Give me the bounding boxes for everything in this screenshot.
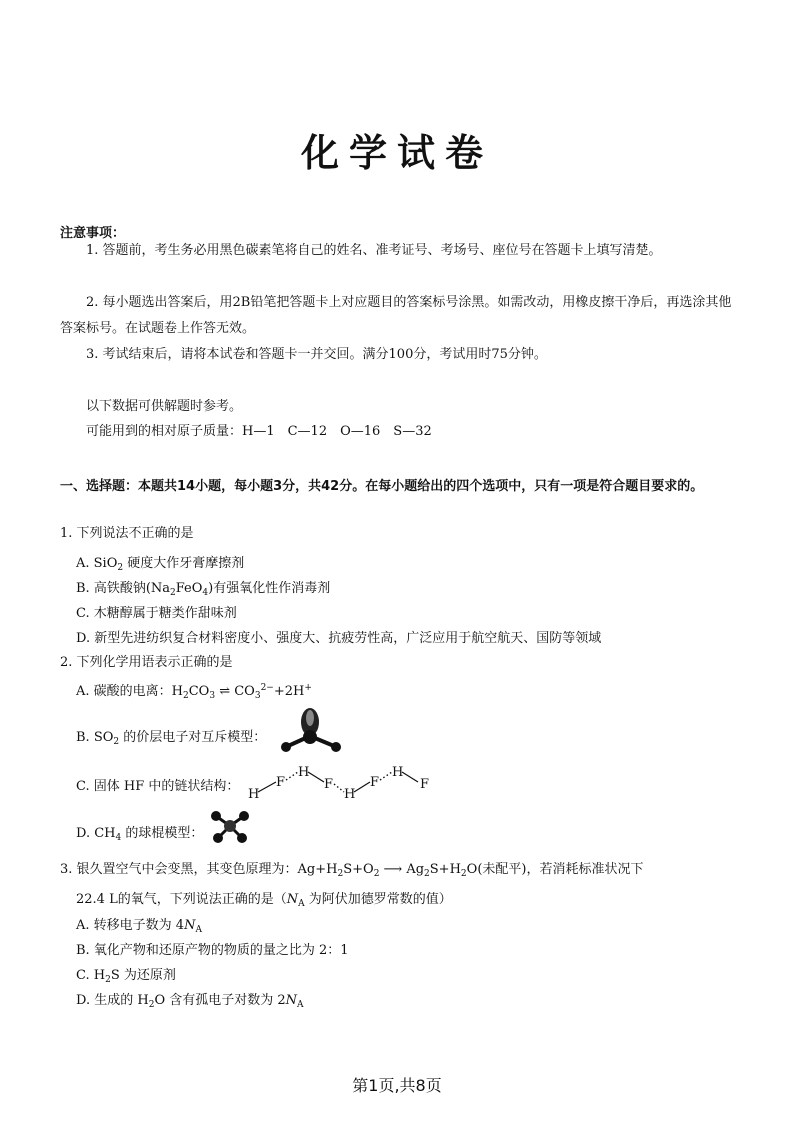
question-1-option-b: B. 高铁酸钠$(Na_2FeO_4)$有强氧化性作消毒剂 xyxy=(76,581,331,598)
section-heading: 一、选择题：本题共14小题，每小题3分，共42分。在每小题给出的四个选项中，只有一项是符合题目要求的。 xyxy=(60,479,704,494)
ch4-ball-stick-model-figure xyxy=(208,808,252,844)
notice-item-1: 1. 答题前，考生务必用黑色碳素笔将自己的姓名、准考证号、考场号、座位号在答题卡上填写清楚。 xyxy=(86,243,662,258)
notice-item-2: 2. 每小题选出答案后，用2B铅笔把答题卡上对应题目的答案标号涂黑。如需改动，用橡皮擦干净后，再选涂其他答案标号。在试题卷上作答无效。 xyxy=(60,295,732,336)
reference-line-2: 可能用到的相对原子质量：H—1 C—12 O—16 S—32 xyxy=(86,424,432,439)
question-3-option-d: D. 生成的 $H_2O$ 含有孤电子对数为 $2N_A$ xyxy=(76,993,304,1010)
reference-line-1: 以下数据可供解题时参考。 xyxy=(86,399,243,414)
hf-f-1: F xyxy=(276,775,286,790)
question-2-option-a: A. 碳酸的电离：$H_2CO_3$ ⇌ $CO_3^{2-}+2H^+$ xyxy=(76,683,312,701)
question-3-option-b: B. 氧化产物和还原产物的物质的量之比为 2：1 xyxy=(76,943,349,958)
question-2-option-d: D. $CH_4$ 的球棍模型： xyxy=(76,826,204,843)
hf-h-2: H xyxy=(298,765,310,780)
question-1-option-d: D. 新型先进纺织复合材料密度小、强度大、抗疲劳性高，广泛应用于航空航天、国防等领域 xyxy=(76,631,602,646)
question-1-option-a: A. SiO$_2$ 硬度大作牙膏摩擦剂 xyxy=(76,556,245,573)
question-1-option-c: C. 木糖醇属于糖类作甜味剂 xyxy=(76,606,237,621)
question-3-option-a: A. 转移电子数为 $4N_A$ xyxy=(76,918,202,935)
hf-f-2: F xyxy=(324,777,334,792)
hf-f-4: F xyxy=(420,777,430,792)
hf-h-4: H xyxy=(392,765,404,780)
notice-item-3: 3. 考试结束后，请将本试卷和答题卡一并交回。满分100分，考试用时75分钟。 xyxy=(86,347,547,362)
question-2-option-c: C. 固体 HF 中的链状结构： xyxy=(76,779,240,794)
question-3-option-c: C. $H_2S$ 为还原剂 xyxy=(76,968,176,985)
question-3-stem-line-1: 3. 银久置空气中会变黑，其变色原理为：$Ag+H_2S+O_2$ ⟶ $Ag_2S+H_2O$(未配平)，若消耗标准状况下 xyxy=(60,862,644,879)
page-title: 化学试卷 xyxy=(300,131,493,175)
question-2-stem: 2. 下列化学用语表示正确的是 xyxy=(60,655,233,670)
hf-bond-lines xyxy=(240,760,440,800)
question-2-option-b: B. $SO_2$ 的价层电子对互斥模型： xyxy=(76,730,267,747)
so2-vsepr-model-figure xyxy=(272,700,352,760)
hf-f-3: F xyxy=(370,775,380,790)
question-3-stem-line-2: 22.4 L的氧气，下列说法正确的是（$N_A$ 为阿伏加德罗常数的值） xyxy=(76,892,452,909)
page-number-footer: 第1页,共8页 xyxy=(352,1076,442,1095)
hf-h-1: H xyxy=(248,787,260,802)
hf-h-3: H xyxy=(344,787,356,802)
notice-heading: 注意事项： xyxy=(60,226,126,241)
question-1-stem: 1. 下列说法不正确的是 xyxy=(60,526,194,541)
